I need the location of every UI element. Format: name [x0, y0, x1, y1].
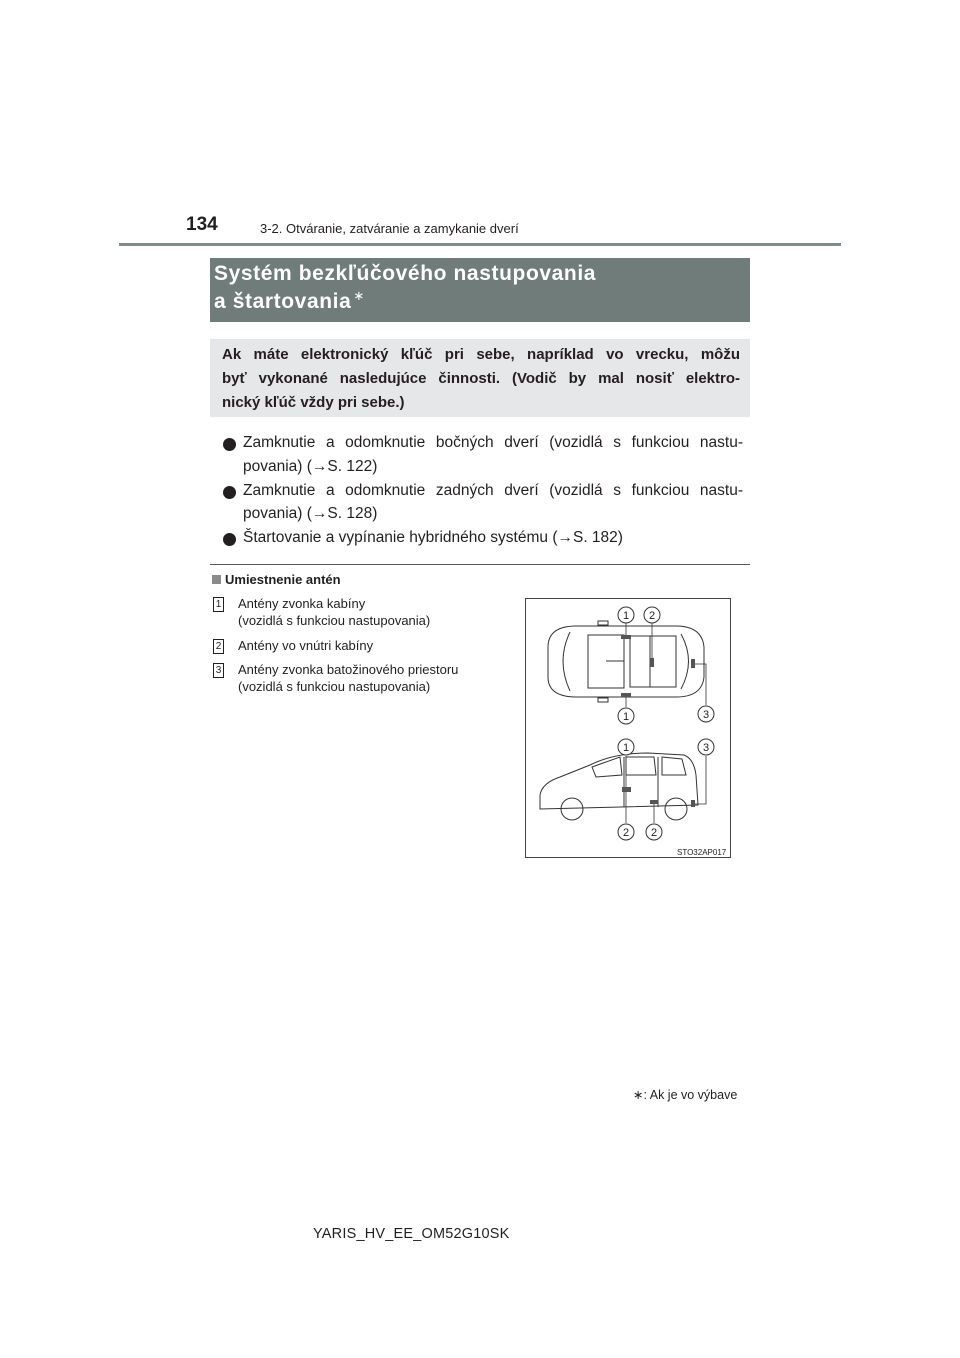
subsection-title: Umiestnenie antén: [225, 572, 341, 587]
section-title-line-2: [214, 290, 365, 314]
antenna-marker: [650, 658, 654, 667]
antenna-marker: [622, 787, 631, 792]
bullet-icon: [223, 486, 236, 499]
document-code: YARIS_HV_EE_OM52G10SK: [313, 1226, 510, 1242]
bullet-3-line-1: Štartovanie a vypínanie hybridného systému (→S. 182): [243, 529, 623, 546]
intro-line-1: Ak máte elektronický kľúč pri sebe, napríklad vo vrecku, môžu: [222, 346, 740, 363]
callout-label: 1: [622, 610, 630, 622]
section-divider: [210, 564, 750, 565]
callout-label: 2: [622, 827, 630, 839]
legend-item-3-line-1: Antény zvonka batožinového priestoru: [238, 662, 459, 677]
antenna-marker: [691, 800, 695, 807]
legend-item-2-line-1: Antény vo vnútri kabíny: [238, 638, 374, 653]
car-diagram-svg: [526, 599, 730, 857]
bullet-2-line-1: Zamknutie a odomknutie zadných dverí (vozidlá s funkciou nastu-: [243, 482, 743, 499]
legend-item-1-line-1: Antény zvonka kabíny: [238, 596, 366, 611]
title-text: a štartovania: [214, 290, 352, 313]
legend-number-3: 3: [213, 663, 224, 678]
callout-label: 1: [622, 742, 630, 754]
intro-line-2: byť vykonané nasledujúce činnosti. (Vodič by mal nosiť elektro-: [222, 370, 740, 387]
callout-label: 2: [650, 827, 658, 839]
antenna-marker: [621, 693, 631, 697]
intro-line-3: nický kľúč vždy pri sebe.): [222, 394, 405, 411]
bullet-1-line-1: Zamknutie a odomknutie bočných dverí (vozidlá s funkciou nastu-: [243, 434, 743, 451]
section-square-icon: [212, 575, 221, 584]
antenna-diagram: [525, 598, 731, 858]
callout-label: 2: [648, 610, 656, 622]
header-rule: [119, 243, 841, 246]
callout-label: 1: [622, 711, 630, 723]
antenna-marker: [621, 635, 631, 639]
legend-number-2: 2: [213, 639, 224, 654]
legend-item-3-line-2: (vozidlá s funkciou nastupovania): [238, 679, 431, 694]
section-title-line-1: Systém bezkľúčového nastupovania: [214, 262, 597, 285]
legend-number-1: 1: [213, 597, 224, 612]
antenna-marker: [650, 800, 658, 804]
bullet-icon: [223, 533, 236, 546]
breadcrumb: 3-2. Otváranie, zatváranie a zamykanie dverí: [260, 221, 519, 236]
legend-item-1-line-2: (vozidlá s funkciou nastupovania): [238, 613, 431, 628]
diagram-code: STO32AP017: [677, 848, 727, 857]
callout-label: 3: [702, 742, 710, 754]
bullet-1-line-2: povania) (→S. 122): [243, 458, 378, 475]
callout-label: 3: [702, 709, 710, 721]
footnote: ∗: Ak je vo výbave: [633, 1088, 738, 1102]
availability-asterisk: ∗: [353, 288, 365, 303]
bullet-icon: [223, 438, 236, 451]
antenna-marker: [691, 659, 695, 668]
bullet-2-line-2: povania) (→S. 128): [243, 505, 378, 522]
car-side-view-icon: [540, 753, 698, 820]
page-number: 134: [186, 214, 218, 235]
